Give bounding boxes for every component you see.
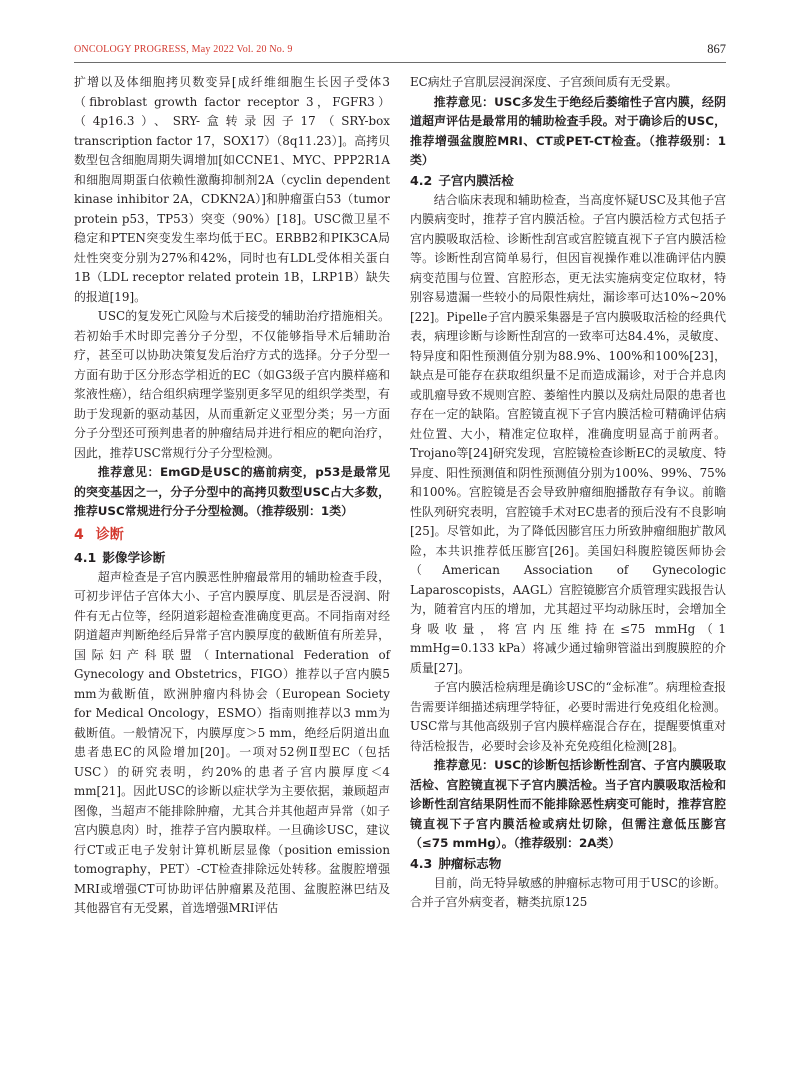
recommendation-1: 推荐意见：EmGD是USC的癌前病变，p53是最常见的突变基因之一，分子分型中的高拷贝数型USC占大多数，推荐USC常规进行分子分型检测。（推荐级别：1类）	[74, 465, 390, 518]
paragraph-pathology: 子宫内膜活检病理是确诊USC的“金标准”。病理检查报告需要详细描述病理学特征，必要时需进行免疫组化检测。USC常与其他高级别子宫内膜样癌混合存在，提醒要慎重对待活检报告，必要时会诊及补充免疫组化检测[28]。	[410, 680, 726, 753]
section-number: 4	[74, 526, 84, 543]
page-number: 867	[707, 42, 726, 56]
running-head: ONCOLOGY PROGRESS, May 2022 Vol. 20 No. 9	[74, 44, 293, 55]
page-header	[74, 42, 726, 63]
subsection-number: 4.3	[410, 855, 433, 871]
paragraph-tumor-markers: 目前，尚无特异敏感的肿瘤标志物可用于USC的诊断。合并子宫外病变者，糖类抗原125	[410, 875, 726, 909]
right-column	[410, 73, 726, 913]
paragraph-molecular-typing: USC的复发死亡风险与术后接受的辅助治疗措施相关。若初始手术时即完善分子分型，不仅能够指导术后辅助治疗，甚至可以协助决策复发后治疗方式的选择。分子分型一方面有助于区分形态学相近的EC（如G3级子宫内膜样癌和浆液性癌），结合组织病理学鉴别更多罕见的组织学类型，有助于发现新的驱动基因，从而重新定义亚型分类；另一方面分子分型还可预判患者的肿瘤结局并进行相应的靶向治疗，因此，推荐USC常规行分子分型检测。	[74, 309, 390, 460]
subsection-heading-imaging	[74, 548, 390, 568]
subsection-title: 肿瘤标志物	[438, 855, 502, 871]
section-title: 诊断	[95, 526, 124, 543]
subsection-heading-tumor-markers	[410, 854, 726, 874]
left-column	[74, 73, 390, 919]
subsection-title: 影像学诊断	[102, 549, 166, 565]
recommendation-2: 推荐意见：USC多发生于绝经后萎缩性子宫内膜，经阴道超声评估是最常用的辅助检查手段。对于确诊后的USC，推荐增强盆腹腔MRI、CT或PET-CT检查。（推荐级别：1类）	[410, 94, 726, 167]
paragraph-biopsy: 结合临床表现和辅助检查，当高度怀疑USC及其他子宫内膜病变时，推荐子宫内膜活检。子宫内膜活检方式包括子宫内膜吸取活检、诊断性刮宫或宫腔镜直视下子宫内膜活检等。诊断性刮宫简单易行，但因盲视操作难以准确评估内膜病变范围与位置、宫腔形态，更无法实施病变定位取材，特别容易遗漏一些较小的局限性病灶，漏诊率可达10%~20%[22]。Pipelle子宫内膜采集器是子宫内膜吸取活检的经典代表，病理诊断与诊断性刮宫的一致率可达84.4%，灵敏度、特异度和阳性预测值分别为88.9%、100%和100%[23]，缺点是可能存在获取组织量不足而造成漏诊，对于合并息肉或肌瘤导致不规则宫腔、萎缩性内膜以及病灶局限的患者也存在一定的缺陷。宫腔镜直视下子宫内膜活检可精确评估病灶位置、大小，精准定位取样，准确度明显高于前两者。Trojano等[24]研究发现，宫腔镜检查诊断EC的灵敏度、特异度、阳性预测值和阴性预测值分别为100%、99%、75%和100%。宫腔镜是否会导致肿瘤细胞播散存有争议。前瞻性队列研究表明，宫腔镜手术对EC患者的预后没有不良影响[25]。尽管如此，为了降低因膨宫压力所致肿瘤细胞扩散风险，本共识推荐低压膨宫[26]。美国妇科腹腔镜医师协会（American Association of Gynecologic Laparoscopists，AAGL）宫腔镜膨宫介质管理实践报告认为，随着宫内压的增加，尤其超过平均动脉压时，会增加全身吸收量，将宫内压维持在≤75 mmHg（1 mmHg=0.133 kPa）将减少通过输卵管溢出到腹膜腔的介质量[27]。	[410, 192, 726, 675]
paragraph-imaging: 超声检查是子宫内膜恶性肿瘤最常用的辅助检查手段，可初步评估子宫体大小、子宫内膜厚度、肌层是否浸润、附件有无占位等，经阴道彩超检查准确度更高。不同指南对经阴道超声判断绝经后异常子宫内膜厚度的截断值有所差异，国际妇产科联盟（International Federation of Gynecology and Obstetrics，FIGO）推荐以子宫内膜5 mm为截断值，欧洲肿瘤内科协会（European Society for Medical Oncology，ESMO）指南则推荐以3 mm为截断值。一般情况下，内膜厚度＞5 mm，绝经后阴道出血患者患EC的风险增加[20]。一项对52例Ⅱ型EC（包括USC）的研究表明，约20%的患者子宫内膜厚度＜4 mm[21]。因此USC的诊断以症状学为主要依据，兼顾超声图像，当超声不能排除肿瘤，尤其合并其他超声异常（如子宫内膜息肉）时，推荐子宫内膜取样。一旦确诊USC，建议行CT或正电子发射计算机断层显像（position emission tomography，PET）-CT检查排除远处转移。盆腹腔增强MRI或增强CT可协助评估肿瘤累及范围、盆腹腔淋巴结及其他器官有无受累，首选增强MRI评估	[74, 569, 390, 915]
paragraph-molecular-continued: 扩增以及体细胞拷贝数变异[成纤维细胞生长因子受体3（fibroblast growth factor receptor 3，FGFR3）（4p16.3）、SRY-盒转录因子17（SRY-box transcription factor 17，SOX17）（8q11.23）]。高拷贝数型包含细胞周期失调增加[如CCNE1、MYC、PPP2R1A和细胞周期蛋白依赖性激酶抑制剂2A（cyclin dependent kinase inhibitor 2A，CDKN2A）]和肿瘤蛋白53（tumor protein p53，TP53）突变（90%）[18]。USC微卫星不稳定和PTEN突变发生率均低于EC。ERBB2和PIK3CA局灶性突变分别为27%和42%，同时也有LDL受体相关蛋白1B（LDL receptor related protein 1B，LRP1B）缺失的报道[19]。	[74, 75, 390, 304]
subsection-heading-biopsy	[410, 171, 726, 191]
subsection-number: 4.2	[410, 172, 433, 188]
subsection-number: 4.1	[74, 549, 97, 565]
subsection-title: 子宫内膜活检	[438, 172, 514, 188]
recommendation-3: 推荐意见：USC的诊断包括诊断性刮宫、子宫内膜吸取活检、宫腔镜直视下子宫内膜活检。当子宫内膜吸取活检和诊断性刮宫结果阴性而不能排除恶性病变可能时，推荐宫腔镜直视下子宫内膜活检或病灶切除，但需注意低压膨宫（≤75 mmHg）。（推荐级别：2A类）	[410, 758, 726, 850]
section-heading-diagnosis	[74, 524, 390, 546]
paragraph-imaging-continued: EC病灶子宫肌层浸润深度、子宫颈间质有无受累。	[410, 75, 678, 89]
